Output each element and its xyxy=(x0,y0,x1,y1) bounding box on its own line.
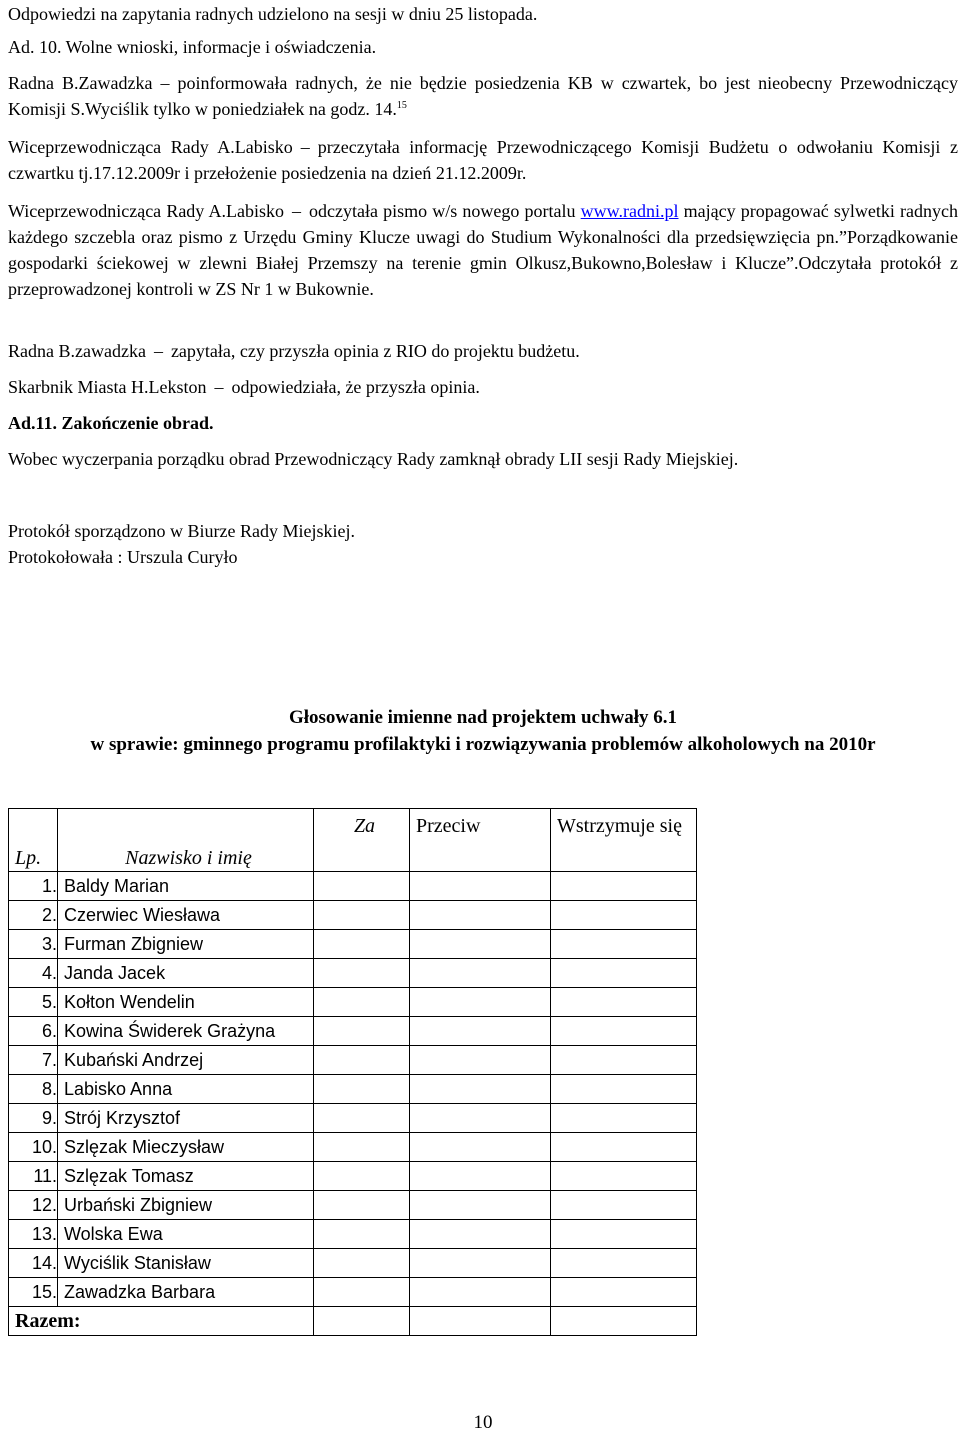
row-za-cell xyxy=(314,901,410,930)
row-wstrzymuje-cell xyxy=(551,1075,697,1104)
row-lp: 4. xyxy=(9,959,58,988)
row-przeciw-cell xyxy=(410,1220,551,1249)
dash: – xyxy=(153,341,163,361)
row-za-cell xyxy=(314,1220,410,1249)
row-name: Kołton Wendelin xyxy=(58,988,314,1017)
row-lp: 1. xyxy=(9,872,58,901)
row-za-cell xyxy=(314,1104,410,1133)
row-przeciw-cell xyxy=(410,901,551,930)
vote-table-header xyxy=(9,809,697,872)
row-przeciw-cell xyxy=(410,959,551,988)
row-lp: 11. xyxy=(9,1162,58,1191)
row-przeciw-cell xyxy=(410,988,551,1017)
row-name: Furman Zbigniew xyxy=(58,930,314,959)
row-name: Kubański Andrzej xyxy=(58,1046,314,1075)
header-wstrzymuje: Wstrzymuje się xyxy=(551,809,697,872)
row-lp: 5. xyxy=(9,988,58,1017)
paragraph-lekston xyxy=(8,374,958,400)
heading-ad-11: Ad.11. Zakończenie obrad. xyxy=(8,413,214,433)
row-lp: 2. xyxy=(9,901,58,930)
table-row xyxy=(9,959,697,988)
page-number: 10 xyxy=(473,1412,493,1433)
row-lp: 3. xyxy=(9,930,58,959)
superscript: 15 xyxy=(396,100,407,111)
row-name: Urbański Zbigniew xyxy=(58,1191,314,1220)
row-za-cell xyxy=(314,1075,410,1104)
row-za-cell xyxy=(314,1191,410,1220)
total-przeciw-cell xyxy=(410,1307,551,1336)
row-wstrzymuje-cell xyxy=(551,1162,697,1191)
row-wstrzymuje-cell xyxy=(551,1046,697,1075)
paragraph-zawadzka xyxy=(8,70,958,122)
row-name: Baldy Marian xyxy=(58,872,314,901)
paragraph-labisko-1 xyxy=(8,134,958,186)
paragraph-protocol-author: Protokołowała : Urszula Curyło xyxy=(8,547,238,567)
row-lp: 14. xyxy=(9,1249,58,1278)
row-za-cell xyxy=(314,1249,410,1278)
table-row xyxy=(9,872,697,901)
table-row xyxy=(9,1017,697,1046)
row-lp: 15. xyxy=(9,1278,58,1307)
total-label: Razem: xyxy=(9,1307,314,1336)
vote-title-line-1: Głosowanie imienne nad projektem uchwały 6.1 xyxy=(288,707,678,728)
row-przeciw-cell xyxy=(410,1278,551,1307)
row-name: Kowina Świderek Grażyna xyxy=(58,1017,314,1046)
row-przeciw-cell xyxy=(410,1191,551,1220)
paragraph-protocol-place: Protokół sporządzono w Biurze Rady Miejskiej. xyxy=(8,521,355,541)
row-przeciw-cell xyxy=(410,1017,551,1046)
row-za-cell xyxy=(314,872,410,901)
table-row xyxy=(9,1075,697,1104)
header-przeciw: Przeciw xyxy=(410,809,551,872)
row-name: Szlęzak Tomasz xyxy=(58,1162,314,1191)
row-za-cell xyxy=(314,1017,410,1046)
row-lp: 7. xyxy=(9,1046,58,1075)
dash: – xyxy=(300,137,310,157)
row-przeciw-cell xyxy=(410,1046,551,1075)
row-za-cell xyxy=(314,959,410,988)
table-row xyxy=(9,1191,697,1220)
dash: – xyxy=(291,201,301,221)
total-wstrzymuje-cell xyxy=(551,1307,697,1336)
row-za-cell xyxy=(314,1046,410,1075)
vote-title xyxy=(8,704,958,758)
table-row xyxy=(9,988,697,1017)
row-lp: 6. xyxy=(9,1017,58,1046)
dash: – xyxy=(160,73,170,93)
row-przeciw-cell xyxy=(410,930,551,959)
row-wstrzymuje-cell xyxy=(551,1017,697,1046)
row-wstrzymuje-cell xyxy=(551,988,697,1017)
statement-text: odpowiedziała, że przyszła opinia. xyxy=(231,377,480,397)
row-przeciw-cell xyxy=(410,872,551,901)
statement-text: zapytała, czy przyszła opinia z RIO do projektu budżetu. xyxy=(170,341,580,361)
row-lp: 13. xyxy=(9,1220,58,1249)
statement-text: poinformowała radnych, że nie będzie posiedzenia KB w czwartek, bo jest nieobecny Przewodniczący Komisji S.Wyciślik tylko w poniedziałek na godz. 14. xyxy=(8,73,958,119)
statement-text: odczytała pismo w/s nowego portalu xyxy=(308,201,576,221)
row-wstrzymuje-cell xyxy=(551,1278,697,1307)
header-za: Za xyxy=(314,809,410,872)
statement-text: przeczytała informację Przewodniczącego Komisji Budżetu o odwołaniu Komisji z czwartku tj.17.12.2009r i przełożenie posiedzenia na dzień 21.12.2009r. xyxy=(8,137,958,183)
speaker-name: Wiceprzewodnicząca Rady A.Labisko xyxy=(8,201,284,221)
table-row xyxy=(9,1220,697,1249)
row-name: Labisko Anna xyxy=(58,1075,314,1104)
vote-title-line-2: w sprawie: gminnego programu profilaktyki i rozwiązywania problemów alkoholowych na 2010r xyxy=(90,734,876,755)
row-przeciw-cell xyxy=(410,1249,551,1278)
row-wstrzymuje-cell xyxy=(551,1133,697,1162)
row-przeciw-cell xyxy=(410,1133,551,1162)
row-za-cell xyxy=(314,930,410,959)
row-wstrzymuje-cell xyxy=(551,872,697,901)
row-wstrzymuje-cell xyxy=(551,1220,697,1249)
row-lp: 8. xyxy=(9,1075,58,1104)
row-przeciw-cell xyxy=(410,1104,551,1133)
row-lp: 10. xyxy=(9,1133,58,1162)
speaker-name: Radna B.zawadzka xyxy=(8,341,146,361)
vote-table-total-row xyxy=(9,1307,697,1336)
row-wstrzymuje-cell xyxy=(551,959,697,988)
row-name: Wolska Ewa xyxy=(58,1220,314,1249)
row-wstrzymuje-cell xyxy=(551,930,697,959)
paragraph-labisko-2 xyxy=(8,198,958,302)
table-row xyxy=(9,901,697,930)
row-przeciw-cell xyxy=(410,1075,551,1104)
dash: – xyxy=(214,377,224,397)
table-row xyxy=(9,1046,697,1075)
row-name: Szlęzak Mieczysław xyxy=(58,1133,314,1162)
heading-ad-10: Ad. 10. Wolne wnioski, informacje i oświadczenia. xyxy=(8,37,377,57)
table-row xyxy=(9,1249,697,1278)
row-lp: 12. xyxy=(9,1191,58,1220)
row-name: Zawadzka Barbara xyxy=(58,1278,314,1307)
row-wstrzymuje-cell xyxy=(551,1191,697,1220)
paragraph-closing: Wobec wyczerpania porządku obrad Przewodniczący Rady zamknął obrady LII sesji Rady Miejskiej. xyxy=(8,449,739,469)
row-za-cell xyxy=(314,1133,410,1162)
row-za-cell xyxy=(314,1278,410,1307)
vote-table xyxy=(8,808,697,1336)
row-wstrzymuje-cell xyxy=(551,1104,697,1133)
paragraph-zawadzka-2 xyxy=(8,338,958,364)
row-name: Czerwiec Wiesława xyxy=(58,901,314,930)
row-name: Strój Krzysztof xyxy=(58,1104,314,1133)
paragraph-answers: Odpowiedzi na zapytania radnych udzielono na sesji w dniu 25 listopada. xyxy=(8,4,538,24)
row-za-cell xyxy=(314,1162,410,1191)
total-za-cell xyxy=(314,1307,410,1336)
row-za-cell xyxy=(314,988,410,1017)
header-name: Nazwisko i imię xyxy=(58,809,314,872)
portal-link[interactable]: www.radni.pl xyxy=(580,201,679,221)
statement-text: mający propagować sylwetki radnych każdego szczebla oraz pismo z Urzędu Gminy Klucze uwagi do Studium Wykonalności dla przedsięwzięcia pn.”Porządkowanie gospodarki ściekowej w zlewni Białej Przemszy na terenie gmin Olkusz,Bukowno,Bolesław i Klucze”.Odczytała protokół z przeprowadzonej kontroli w ZS Nr 1 w Bukownie. xyxy=(8,201,959,299)
table-row xyxy=(9,1104,697,1133)
table-row xyxy=(9,1162,697,1191)
row-wstrzymuje-cell xyxy=(551,901,697,930)
row-name: Janda Jacek xyxy=(58,959,314,988)
row-przeciw-cell xyxy=(410,1162,551,1191)
speaker-name: Wiceprzewodnicząca Rady A.Labisko xyxy=(8,137,293,157)
row-name: Wyciślik Stanisław xyxy=(58,1249,314,1278)
row-lp: 9. xyxy=(9,1104,58,1133)
header-lp: Lp. xyxy=(9,809,58,872)
table-row xyxy=(9,930,697,959)
speaker-name: Radna B.Zawadzka xyxy=(8,73,153,93)
table-row xyxy=(9,1278,697,1307)
row-wstrzymuje-cell xyxy=(551,1249,697,1278)
speaker-name: Skarbnik Miasta H.Lekston xyxy=(8,377,207,397)
table-row xyxy=(9,1133,697,1162)
